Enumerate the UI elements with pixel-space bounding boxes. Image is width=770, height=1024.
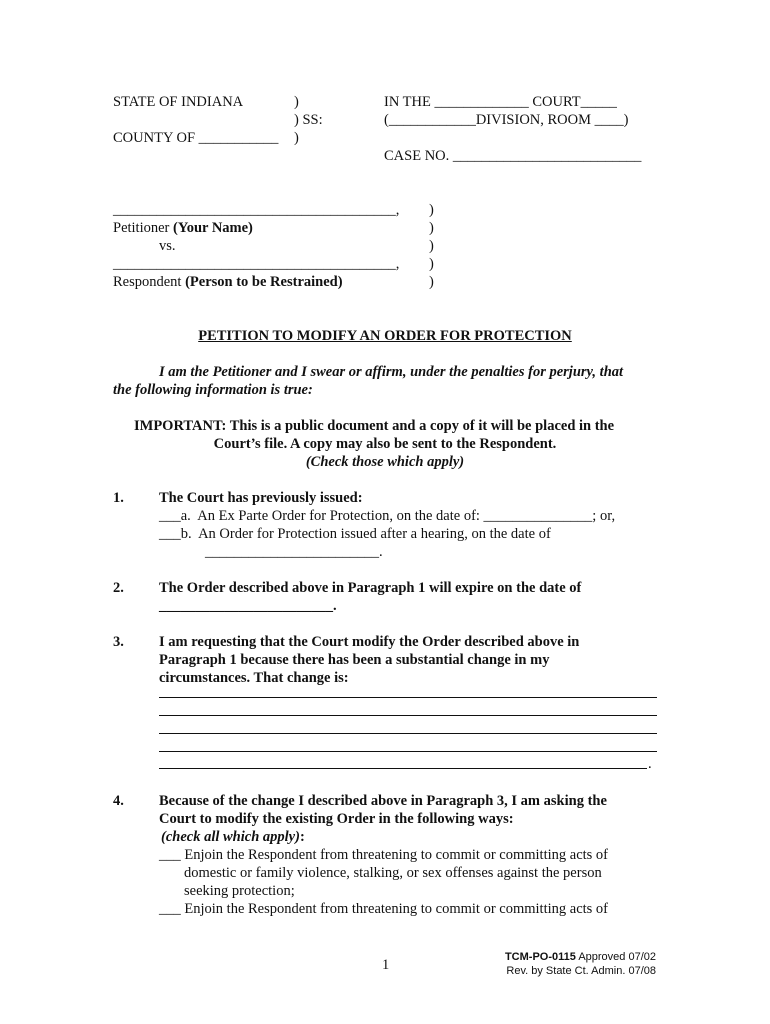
petitioner-label-text: Petitioner (113, 220, 170, 236)
oath-line-1: I am the Petitioner and I swear or affirm, under the penalties for perjury, that (159, 364, 624, 380)
caption-paren: ) (429, 238, 434, 254)
form-id: TCM-PO-0115 (504, 951, 576, 963)
page-number: 1 (382, 957, 390, 973)
option-1a: ___a. An Ex Parte Order for Protection, on the date of: _______________; or, (159, 508, 616, 524)
modification-option-1-line-3: seeking protection; (184, 883, 295, 899)
change-answer-line (159, 751, 657, 752)
petitioner-name-blank: _______________________________________, (113, 202, 400, 218)
change-answer-line (159, 733, 657, 734)
expiration-date-blank: ________________________. (159, 598, 337, 614)
caption-paren: ) (294, 130, 299, 146)
paragraph-1-number: 1. (113, 490, 124, 506)
paragraph-1-heading: The Court has previously issued: (159, 490, 363, 506)
colon: : (299, 829, 305, 845)
change-answer-line (159, 697, 657, 698)
paragraph-4-line-2: Court to modify the existing Order in the following ways: (159, 811, 514, 827)
form-approval (480, 950, 656, 964)
option-1b-date-blank: ________________________. (205, 544, 383, 560)
respondent-hint: (Person to be Restrained) (185, 274, 343, 290)
paragraph-4-number: 4. (113, 793, 124, 809)
paragraph-2-number: 2. (113, 580, 124, 596)
court-name-line: IN THE _____________ COURT_____ (384, 94, 617, 110)
modification-option-1-line-2: domestic or family violence, stalking, or sex offenses against the person (184, 865, 602, 881)
caption-paren: ) (294, 94, 299, 110)
change-answer-line (159, 715, 657, 716)
caption-paren: ) (429, 202, 434, 218)
check-all-instruction: (check all which apply) (161, 829, 300, 845)
respondent-label-text: Respondent (113, 274, 182, 290)
oath-line-2: the following information is true: (113, 382, 313, 398)
option-1b: ___b. An Order for Protection issued after a hearing, on the date of (159, 526, 551, 542)
approved-date: Approved 07/02 (575, 951, 656, 963)
answer-period: . (648, 756, 652, 772)
caption-paren: ) (429, 256, 434, 272)
change-answer-line (159, 768, 647, 769)
important-notice-line-2: Court’s file. A copy may also be sent to the Respondent. (213, 436, 557, 452)
paragraph-3-line-1: I am requesting that the Court modify the Order described above in (159, 634, 580, 650)
modification-option-2-line-1: ___ Enjoin the Respondent from threatening to commit or committing acts of (159, 901, 609, 917)
versus-label: vs. (159, 238, 176, 254)
important-notice-line-1: IMPORTANT: This is a public document and a copy of it will be placed in the (134, 418, 615, 434)
paragraph-3-line-2: Paragraph 1 because there has been a substantial change in my (159, 652, 550, 668)
division-room-line: (____________DIVISION, ROOM ____) (384, 112, 629, 128)
respondent-name-blank: _______________________________________, (113, 256, 400, 272)
paragraph-4-line-3 (161, 828, 305, 846)
petitioner-hint: (Your Name) (173, 220, 253, 236)
petitioner-label (113, 219, 253, 237)
paragraph-4-line-1: Because of the change I described above in Paragraph 3, I am asking the (159, 793, 607, 809)
case-number-line: CASE NO. __________________________ (384, 148, 642, 164)
ss-label: ) SS: (294, 112, 323, 128)
paragraph-2-text: The Order described above in Paragraph 1 will expire on the date of (159, 580, 582, 596)
caption-paren: ) (429, 220, 434, 236)
document-title: PETITION TO MODIFY AN ORDER FOR PROTECTION (198, 328, 572, 344)
respondent-label (113, 273, 343, 291)
revision-note: Rev. by State Ct. Admin. 07/08 (506, 965, 656, 977)
paragraph-3-number: 3. (113, 634, 124, 650)
county-of-line: COUNTY OF ___________ (113, 130, 279, 146)
modification-option-1-line-1: ___ Enjoin the Respondent from threatening to commit or committing acts of (159, 847, 609, 863)
caption-paren: ) (429, 274, 434, 290)
state-of-indiana: STATE OF INDIANA (113, 94, 244, 110)
check-instruction: (Check those which apply) (305, 454, 465, 470)
paragraph-3-line-3: circumstances. That change is: (159, 670, 349, 686)
